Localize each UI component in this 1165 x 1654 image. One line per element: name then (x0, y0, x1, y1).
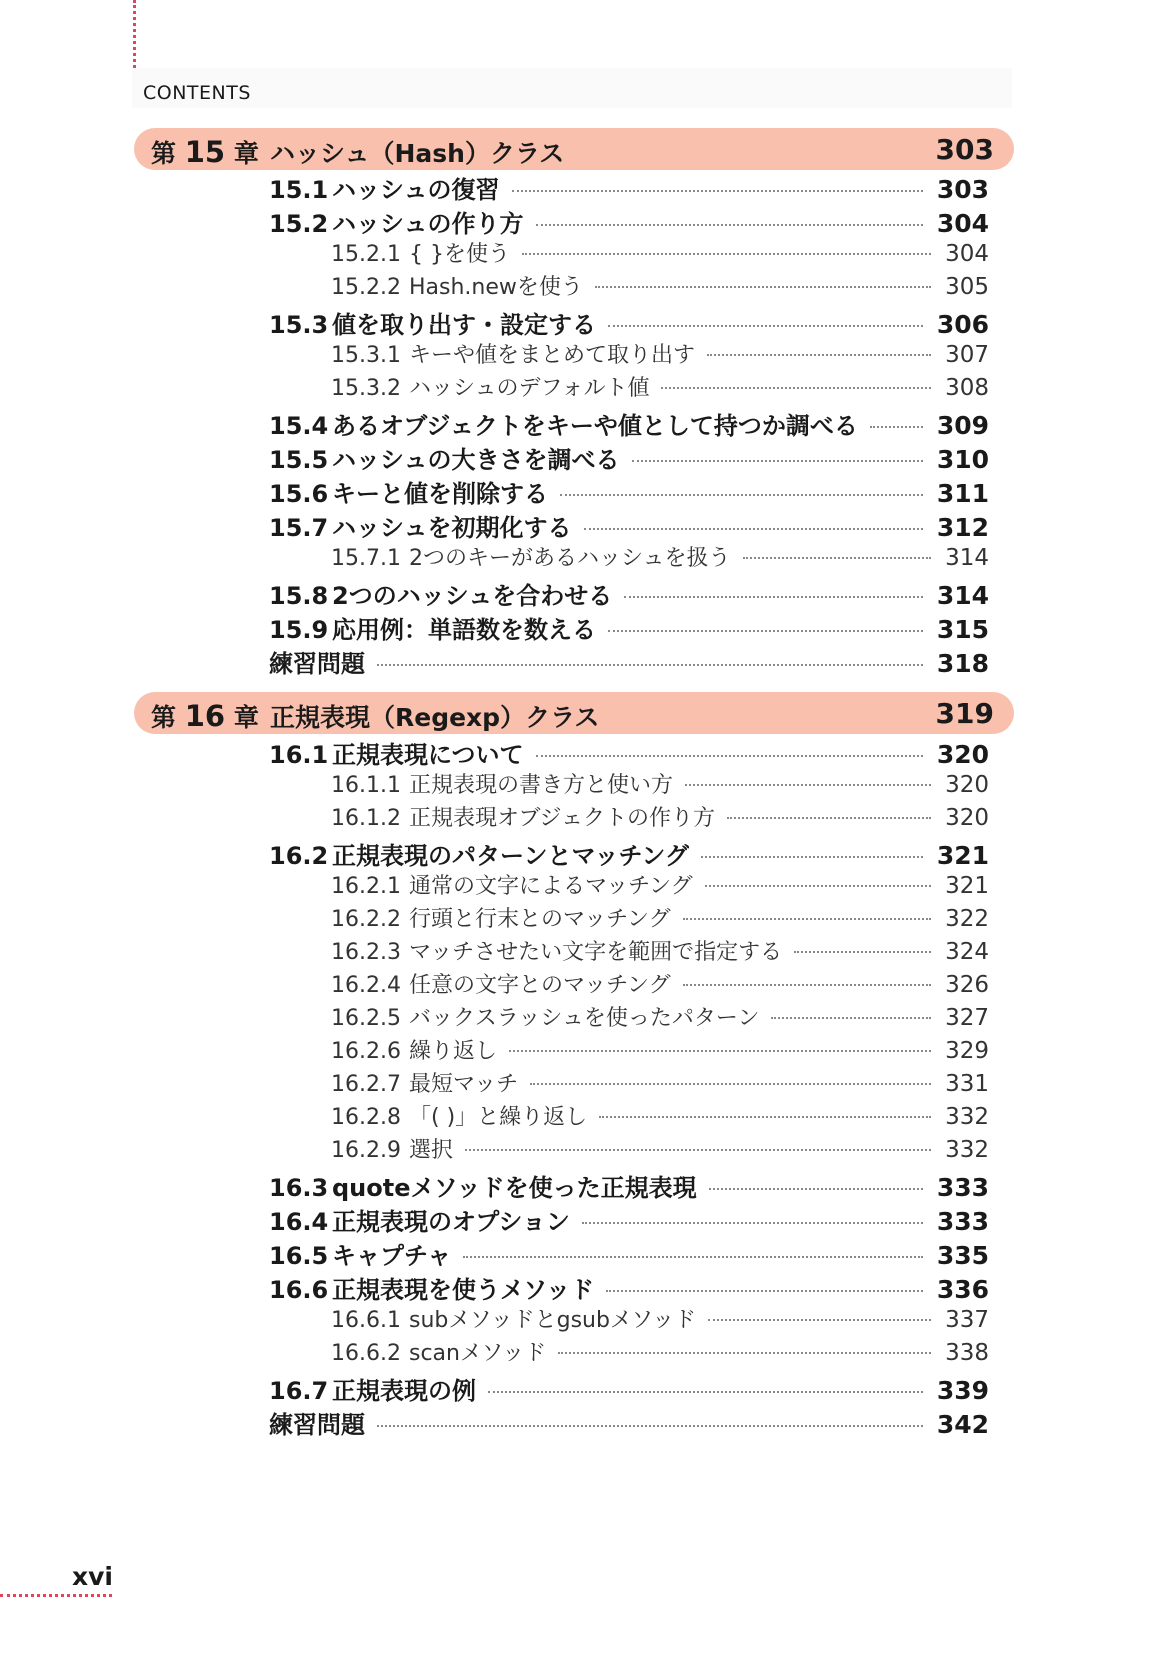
chapter-number: 第 15 章 (151, 135, 259, 169)
dot-leader (705, 885, 932, 887)
bottom-dotted-rule (0, 1594, 112, 1597)
toc-section-entry[interactable] (269, 610, 989, 645)
entry-title: Hash.newを使う (409, 275, 583, 300)
entry-title: キーと値を削除する (332, 480, 548, 508)
entry-page: 339 (936, 1376, 989, 1405)
entry-number: 15.2 (269, 210, 329, 238)
toc-subsection-entry[interactable] (331, 968, 989, 999)
chapter-title: ハッシュ（Hash）クラス (270, 139, 565, 168)
toc-subsection-entry[interactable] (331, 1336, 989, 1367)
entry-number: 15.3 (269, 311, 329, 339)
toc-subsection-entry[interactable] (331, 338, 989, 369)
toc-section-entry[interactable] (269, 1202, 989, 1237)
chapter-heading[interactable] (134, 692, 1014, 734)
entry-number: 16.6.1 (331, 1308, 401, 1333)
toc-section-entry[interactable] (269, 440, 989, 475)
running-head: CONTENTS (143, 82, 251, 104)
entry-title: 練習問題 (269, 650, 365, 678)
dot-leader (608, 630, 923, 632)
dot-leader (488, 1391, 923, 1393)
dot-leader (608, 325, 923, 327)
dot-leader (377, 664, 923, 666)
entry-page: 329 (945, 1038, 989, 1064)
dot-leader (708, 1319, 931, 1321)
dot-leader (536, 224, 923, 226)
toc-subsection-entry[interactable] (331, 801, 989, 832)
toc-subsection-entry[interactable] (331, 869, 989, 900)
entry-title: { }を使う (409, 242, 510, 267)
dot-leader (599, 1116, 931, 1118)
entry-page: 314 (945, 545, 989, 571)
entry-page: 318 (936, 649, 989, 678)
entry-number: 16.2.6 (331, 1039, 401, 1064)
entry-number: 15.3.1 (331, 343, 401, 368)
entry-number: 16.6 (269, 1276, 329, 1304)
entry-page: 312 (936, 513, 989, 542)
toc-subsection-entry[interactable] (331, 1303, 989, 1334)
entry-page: 333 (936, 1207, 989, 1236)
entry-page: 332 (945, 1104, 989, 1130)
dot-leader (530, 1083, 931, 1085)
dot-leader (595, 286, 931, 288)
dot-leader (558, 1352, 931, 1354)
entry-number: 16.2.9 (331, 1138, 401, 1163)
dot-leader (632, 460, 923, 462)
dot-leader (870, 426, 923, 428)
entry-number: 15.9 (269, 616, 329, 644)
entry-number: 15.2.1 (331, 242, 401, 267)
entry-title: 最短マッチ (409, 1072, 519, 1097)
entry-number: 16.2.5 (331, 1006, 401, 1031)
dot-leader (771, 1017, 931, 1019)
entry-title: マッチさせたい文字を範囲で指定する (409, 940, 783, 965)
toc-section-entry[interactable] (269, 204, 989, 239)
entry-number: 15.3.2 (331, 376, 401, 401)
toc-section-entry[interactable] (269, 644, 989, 679)
dot-leader (463, 1256, 923, 1258)
dot-leader (509, 1050, 931, 1052)
toc-section-entry[interactable] (269, 1168, 989, 1203)
entry-title: ハッシュの復習 (332, 176, 500, 204)
entry-title: 繰り返し (409, 1039, 498, 1064)
entry-page: 309 (936, 411, 989, 440)
entry-page: 320 (945, 772, 989, 798)
entry-title: 正規表現を使うメソッド (332, 1276, 595, 1304)
page-number: xvi (72, 1562, 113, 1591)
dot-leader (661, 387, 931, 389)
entry-title: ハッシュの作り方 (332, 210, 524, 238)
entry-number: 16.1.1 (331, 773, 401, 798)
entry-title: 2つのキーがあるハッシュを扱う (409, 546, 731, 571)
entry-title: ハッシュのデフォルト値 (409, 376, 650, 401)
toc-subsection-entry[interactable] (331, 768, 989, 799)
entry-number: 16.2.4 (331, 973, 401, 998)
toc-section-entry[interactable] (269, 1270, 989, 1305)
toc-subsection-entry[interactable] (331, 270, 989, 301)
entry-page: 338 (945, 1340, 989, 1366)
entry-page: 336 (936, 1275, 989, 1304)
toc-section-entry[interactable] (269, 576, 989, 611)
toc-section-entry[interactable] (269, 1236, 989, 1271)
entry-number: 15.6 (269, 480, 329, 508)
entry-title: 値を取り出す・設定する (332, 311, 596, 339)
dot-leader (377, 1425, 923, 1427)
entry-number: 16.2.2 (331, 907, 401, 932)
entry-number: 16.1 (269, 741, 329, 769)
entry-page: 315 (936, 615, 989, 644)
toc-section-entry[interactable] (269, 170, 989, 205)
toc-subsection-entry[interactable] (331, 237, 989, 268)
chapter-page: 319 (935, 697, 994, 730)
entry-page: 335 (936, 1241, 989, 1270)
entry-page: 332 (945, 1137, 989, 1163)
toc-subsection-entry[interactable] (331, 1133, 989, 1164)
toc-section-entry[interactable] (269, 406, 989, 441)
entry-page: 320 (945, 805, 989, 831)
entry-number: 16.6.2 (331, 1341, 401, 1366)
dot-leader (465, 1149, 931, 1151)
toc-section-entry[interactable] (269, 735, 989, 770)
entry-title: ハッシュの大きさを調べる (332, 446, 620, 474)
chapter-number: 第 16 章 (151, 699, 259, 733)
entry-title: 選択 (409, 1138, 454, 1163)
entry-number: 15.8 (269, 582, 329, 610)
toc-subsection-entry[interactable] (331, 1100, 989, 1131)
chapter-heading[interactable] (134, 128, 1014, 170)
entry-title: キーや値をまとめて取り出す (409, 343, 696, 368)
entry-number: 15.2.2 (331, 275, 401, 300)
dot-leader (560, 494, 923, 496)
toc-section-entry[interactable] (269, 474, 989, 509)
header-band (132, 68, 1012, 108)
entry-title: 2つのハッシュを合わせる (332, 582, 613, 610)
dot-leader (794, 951, 931, 953)
entry-page: 311 (936, 479, 989, 508)
toc-section-entry[interactable] (269, 508, 989, 543)
entry-number: 16.2.1 (331, 874, 401, 899)
dot-leader (624, 596, 923, 598)
entry-page: 305 (945, 274, 989, 300)
entry-page: 331 (945, 1071, 989, 1097)
toc-section-entry[interactable] (269, 1405, 989, 1440)
entry-page: 320 (936, 740, 989, 769)
entry-title: キャプチャ (332, 1242, 452, 1270)
entry-title: 行頭と行末とのマッチング (409, 907, 671, 932)
dot-leader (522, 253, 931, 255)
entry-page: 322 (945, 906, 989, 932)
toc-subsection-entry[interactable] (331, 902, 989, 933)
entry-title: 正規表現の例 (332, 1377, 476, 1405)
dot-leader (683, 984, 932, 986)
entry-title: 通常の文字によるマッチング (409, 874, 693, 899)
entry-page: 321 (936, 841, 989, 870)
toc-subsection-entry[interactable] (331, 1034, 989, 1065)
entry-page: 333 (936, 1173, 989, 1202)
dot-leader (707, 354, 931, 356)
entry-number: 15.7.1 (331, 546, 401, 571)
chapter-page: 303 (935, 133, 994, 166)
entry-title: バックスラッシュを使ったパターン (409, 1006, 760, 1031)
toc-subsection-entry[interactable] (331, 371, 989, 402)
entry-page: 310 (936, 445, 989, 474)
entry-page: 304 (936, 209, 989, 238)
entry-title: 任意の文字とのマッチング (409, 973, 671, 998)
entry-title: scanメソッド (409, 1341, 547, 1366)
dot-leader (709, 1188, 923, 1190)
toc-section-entry[interactable] (269, 1371, 989, 1406)
entry-page: 304 (945, 241, 989, 267)
entry-title: 正規表現のパターンとマッチング (332, 842, 689, 870)
entry-page: 321 (945, 873, 989, 899)
entry-page: 307 (945, 342, 989, 368)
entry-number: 16.2.8 (331, 1105, 401, 1130)
entry-title: subメソッドとgsubメソッド (409, 1308, 697, 1333)
dot-leader (685, 784, 931, 786)
dot-leader (582, 1222, 923, 1224)
entry-page: 314 (936, 581, 989, 610)
entry-title: 練習問題 (269, 1411, 365, 1439)
entry-title: 正規表現について (332, 741, 524, 769)
entry-number: 15.5 (269, 446, 329, 474)
entry-number: 16.3 (269, 1174, 329, 1202)
entry-title: quoteメソッドを使った正規表現 (332, 1174, 697, 1202)
entry-title: ハッシュを初期化する (332, 514, 572, 542)
entry-number: 16.5 (269, 1242, 329, 1270)
entry-number: 16.2 (269, 842, 329, 870)
entry-title: 正規表現のオプション (332, 1208, 570, 1236)
entry-page: 303 (936, 175, 989, 204)
entry-number: 16.1.2 (331, 806, 401, 831)
dot-leader (683, 918, 932, 920)
entry-title: あるオブジェクトをキーや値として持つか調べる (332, 412, 858, 440)
entry-number: 15.7 (269, 514, 329, 542)
entry-number: 16.7 (269, 1377, 329, 1405)
entry-title: 正規表現の書き方と使い方 (409, 773, 674, 798)
entry-number: 15.4 (269, 412, 329, 440)
entry-number: 16.4 (269, 1208, 329, 1236)
dot-leader (727, 817, 931, 819)
dot-leader (743, 557, 932, 559)
toc-section-entry[interactable] (269, 836, 989, 871)
dot-leader (606, 1290, 923, 1292)
entry-title: 正規表現オブジェクトの作り方 (409, 806, 716, 831)
entry-page: 306 (936, 310, 989, 339)
toc-subsection-entry[interactable] (331, 935, 989, 966)
entry-page: 327 (945, 1005, 989, 1031)
entry-page: 308 (945, 375, 989, 401)
entry-number: 16.2.3 (331, 940, 401, 965)
entry-title: 応用例：単語数を数える (332, 616, 596, 644)
toc-subsection-entry[interactable] (331, 1067, 989, 1098)
toc-subsection-entry[interactable] (331, 541, 989, 572)
toc-subsection-entry[interactable] (331, 1001, 989, 1032)
entry-number: 15.1 (269, 176, 329, 204)
chapter-title: 正規表現（Regexp）クラス (270, 703, 600, 732)
dot-leader (512, 190, 923, 192)
entry-page: 337 (945, 1307, 989, 1333)
dot-leader (584, 528, 923, 530)
entry-title: 「( )」と繰り返し (409, 1105, 588, 1130)
entry-page: 342 (936, 1410, 989, 1439)
toc-section-entry[interactable] (269, 305, 989, 340)
entry-number: 16.2.7 (331, 1072, 401, 1097)
dot-leader (536, 755, 923, 757)
entry-page: 326 (945, 972, 989, 998)
entry-page: 324 (945, 939, 989, 965)
dot-leader (701, 856, 923, 858)
